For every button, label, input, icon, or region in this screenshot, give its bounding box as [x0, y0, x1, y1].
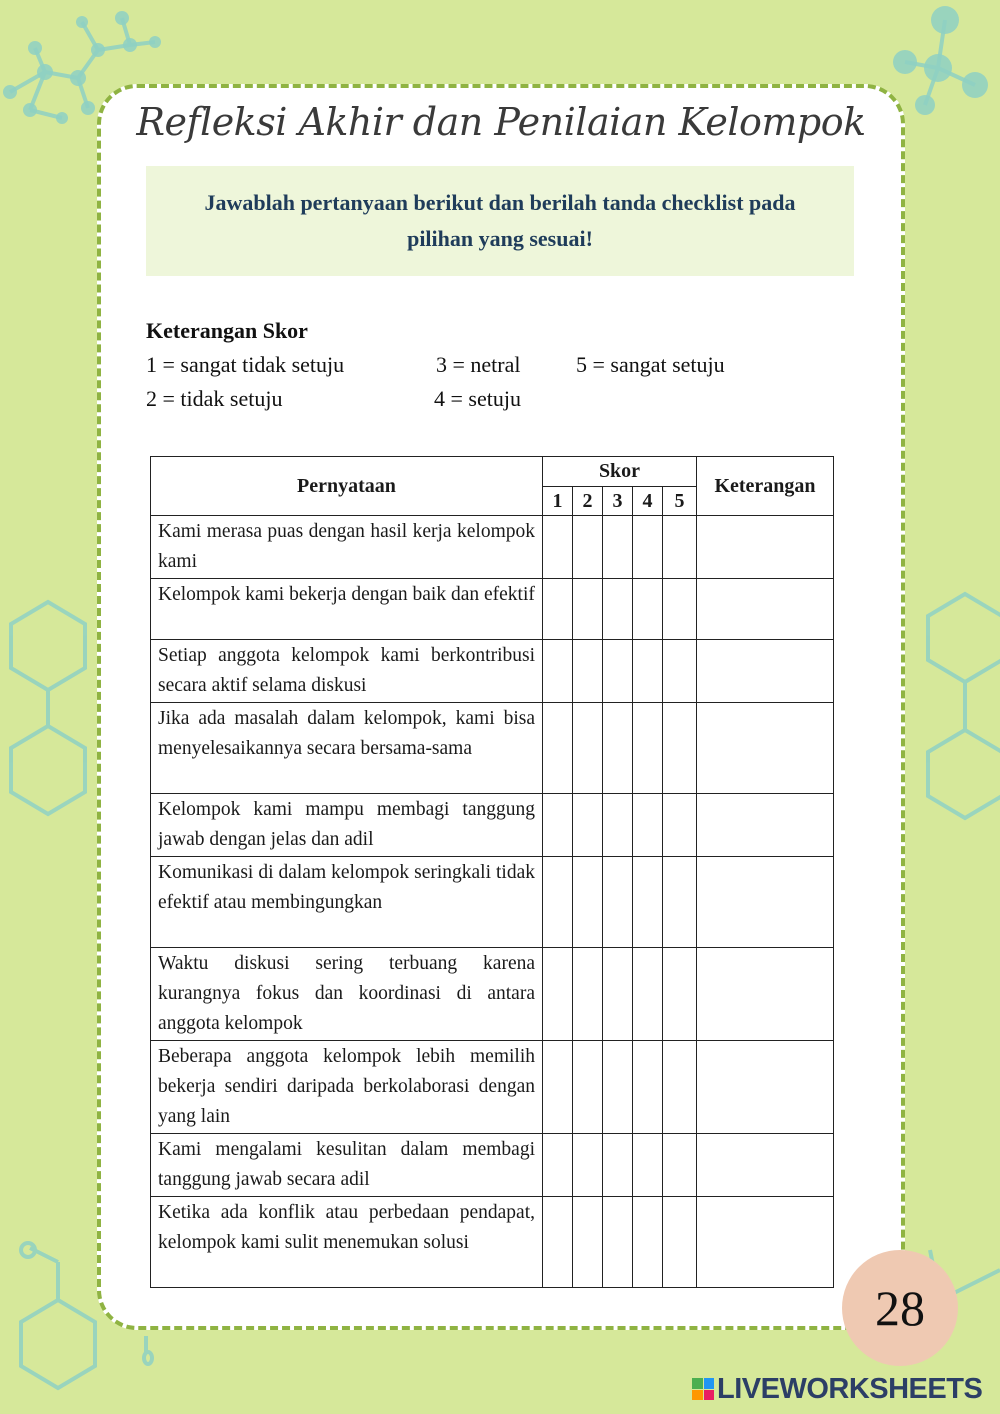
table-row: [151, 703, 834, 794]
score-cell-5[interactable]: [663, 1197, 697, 1288]
score-cell-2[interactable]: [573, 794, 603, 857]
table-row: [151, 794, 834, 857]
score-cell-1[interactable]: [543, 1041, 573, 1134]
note-cell[interactable]: [697, 948, 834, 1041]
score-cell-4[interactable]: [633, 640, 663, 703]
score-header-5: 5: [663, 487, 697, 516]
score-cell-2[interactable]: [573, 640, 603, 703]
legend-item-4: 4 = setuju: [434, 386, 521, 411]
score-cell-4[interactable]: [633, 1197, 663, 1288]
score-cell-5[interactable]: [663, 1041, 697, 1134]
score-cell-5[interactable]: [663, 516, 697, 579]
statement-text: Kelompok kami bekerja dengan baik dan efektif: [151, 579, 543, 640]
score-cell-3[interactable]: [603, 703, 633, 794]
score-cell-3[interactable]: [603, 516, 633, 579]
score-cell-4[interactable]: [633, 1041, 663, 1134]
score-cell-4[interactable]: [633, 794, 663, 857]
note-cell[interactable]: [697, 703, 834, 794]
instruction-text: Jawablah pertanyaan berikut dan berilah tanda checklist pada pilihan yang sesuai!: [204, 190, 796, 251]
note-cell[interactable]: [697, 794, 834, 857]
table-row: [151, 640, 834, 703]
score-cell-3[interactable]: [603, 948, 633, 1041]
score-cell-5[interactable]: [663, 1134, 697, 1197]
page-title: Refleksi Akhir dan Penilaian Kelompok: [136, 100, 866, 144]
score-cell-1[interactable]: [543, 579, 573, 640]
liveworksheets-brand: [692, 1372, 982, 1406]
score-cell-3[interactable]: [603, 1197, 633, 1288]
statement-text: Beberapa anggota kelompok lebih memilih bekerja sendiri daripada berkolaborasi dengan yang lain: [151, 1041, 543, 1134]
legend-item-1: 1 = sangat tidak setuju: [146, 352, 345, 377]
score-header-1: 1: [543, 487, 573, 516]
score-cell-1[interactable]: [543, 794, 573, 857]
table-row: [151, 857, 834, 948]
legend-item-2: 2 = tidak setuju: [146, 386, 283, 411]
note-cell[interactable]: [697, 516, 834, 579]
score-cell-1[interactable]: [543, 703, 573, 794]
score-cell-3[interactable]: [603, 857, 633, 948]
table-row: [151, 579, 834, 640]
score-cell-5[interactable]: [663, 640, 697, 703]
statement-text: Komunikasi di dalam kelompok seringkali tidak efektif atau membingungkan: [151, 857, 543, 948]
score-cell-1[interactable]: [543, 857, 573, 948]
score-header-2: 2: [573, 487, 603, 516]
score-cell-2[interactable]: [573, 948, 603, 1041]
score-cell-4[interactable]: [633, 516, 663, 579]
statement-text: Jika ada masalah dalam kelompok, kami bisa menyelesaikannya secara bersama-sama: [151, 703, 543, 794]
table-row: [151, 1197, 834, 1288]
score-cell-2[interactable]: [573, 1197, 603, 1288]
score-cell-1[interactable]: [543, 1134, 573, 1197]
score-cell-2[interactable]: [573, 579, 603, 640]
score-header-4: 4: [633, 487, 663, 516]
brand-text: LIVEWORKSHEETS: [717, 1372, 983, 1405]
statement-text: Waktu diskusi sering terbuang karena kurangnya fokus dan koordinasi di antara anggota kelompok: [151, 948, 543, 1041]
note-cell[interactable]: [697, 857, 834, 948]
score-cell-3[interactable]: [603, 640, 633, 703]
note-cell[interactable]: [697, 640, 834, 703]
legend-item-5: 5 = sangat setuju: [576, 352, 725, 377]
liveworksheets-logo-icon: [692, 1378, 714, 1400]
legend-item-3: 3 = netral: [436, 352, 521, 377]
note-cell[interactable]: [697, 1197, 834, 1288]
score-cell-3[interactable]: [603, 1134, 633, 1197]
score-cell-2[interactable]: [573, 1134, 603, 1197]
score-cell-4[interactable]: [633, 948, 663, 1041]
statement-text: Setiap anggota kelompok kami berkontribusi secara aktif selama diskusi: [151, 640, 543, 703]
score-cell-5[interactable]: [663, 579, 697, 640]
score-cell-2[interactable]: [573, 516, 603, 579]
statement-text: Kami merasa puas dengan hasil kerja kelompok kami: [151, 516, 543, 579]
header-note: Keterangan: [697, 457, 834, 516]
score-cell-4[interactable]: [633, 857, 663, 948]
score-cell-2[interactable]: [573, 1041, 603, 1134]
score-cell-3[interactable]: [603, 794, 633, 857]
score-cell-4[interactable]: [633, 1134, 663, 1197]
table-row: [151, 1041, 834, 1134]
score-cell-4[interactable]: [633, 579, 663, 640]
score-cell-2[interactable]: [573, 703, 603, 794]
score-cell-3[interactable]: [603, 579, 633, 640]
score-header-3: 3: [603, 487, 633, 516]
note-cell[interactable]: [697, 1041, 834, 1134]
score-cell-2[interactable]: [573, 857, 603, 948]
instruction-box: [146, 166, 854, 276]
note-cell[interactable]: [697, 579, 834, 640]
score-cell-1[interactable]: [543, 640, 573, 703]
note-cell[interactable]: [697, 1134, 834, 1197]
table-row: [151, 948, 834, 1041]
score-cell-5[interactable]: [663, 857, 697, 948]
score-cell-5[interactable]: [663, 948, 697, 1041]
score-cell-3[interactable]: [603, 1041, 633, 1134]
header-statement: Pernyataan: [151, 457, 543, 516]
page-number: 28: [842, 1250, 958, 1366]
statement-text: Ketika ada konflik atau perbedaan pendapat, kelompok kami sulit menemukan solusi: [151, 1197, 543, 1288]
score-cell-5[interactable]: [663, 794, 697, 857]
table-row: [151, 516, 834, 579]
statement-text: Kami mengalami kesulitan dalam membagi tanggung jawab secara adil: [151, 1134, 543, 1197]
score-cell-1[interactable]: [543, 1197, 573, 1288]
score-cell-1[interactable]: [543, 948, 573, 1041]
legend-title: Keterangan Skor: [146, 318, 308, 343]
statement-text: Kelompok kami mampu membagi tanggung jawab dengan jelas dan adil: [151, 794, 543, 857]
score-cell-1[interactable]: [543, 516, 573, 579]
score-cell-5[interactable]: [663, 703, 697, 794]
table-row: [151, 1134, 834, 1197]
score-cell-4[interactable]: [633, 703, 663, 794]
header-score: Skor: [543, 457, 697, 487]
assessment-table: [150, 456, 834, 1288]
